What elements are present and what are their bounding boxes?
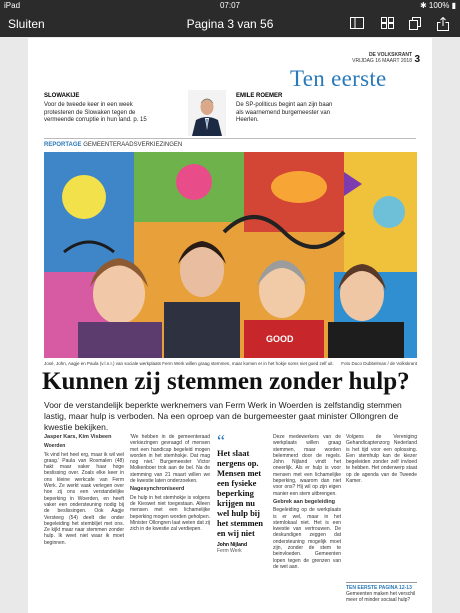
page-indicator: Pagina 3 van 56 — [186, 17, 274, 31]
article-kicker — [44, 142, 182, 148]
quote-text: Het slaat nergens op. Mensen met een fysieke beperking krijgen nu wel hulp bij het stemmen en wij niet — [217, 448, 264, 538]
politician-photo — [188, 90, 226, 136]
byline: Jasper Kars, Kim Visbeen — [44, 434, 112, 440]
photo-credit: Foto Duco Dubbelman / de Volkskrant — [341, 361, 417, 366]
teaser-text: Voor de tweede keer in een week protesteren de Slowaken tegen de vermeende corruptie in hun land. p. 15 — [44, 102, 147, 123]
quote-author: John Nijland — [217, 542, 247, 548]
kicker-text: GEMEENTERAADSVERKIEZINGEN — [83, 142, 183, 148]
newspaper-page[interactable] — [28, 38, 432, 613]
svg-text:GOOD: GOOD — [266, 334, 294, 344]
body-text: De hulp in het stemhokje is volgens de Kieswet niet toegestaan. Alleen mensen met een lichamelijke beperking mogen worden geholpen. Minister Ollongren laat weten dat zij zich in de kwestie zal verdiepen. — [130, 494, 210, 533]
teaser-roemer — [236, 93, 336, 125]
body-text: Volgens de Vereniging Gehandicaptenzorg Nederland is het tijd voor een oplossing. Een stemhulp kan de kiezer begeleiden zonder zelf invloed te hebben. Het onderwerp staat op de agenda van de Tweede Kamer. — [346, 434, 417, 485]
article-headline: Kunnen zij stemmen zonder hulp? — [42, 368, 410, 395]
body-text: Deze medewerkers van de werkplaats willen graag stemmen, maar worden belemmerd door de regels. John Nijland vindt het oneerlijk. Als er hulp is voor mensen met een lichamelijke beperking, waarom dan niet voor ons? Hij wil op zijn eigen manier een stem uitbrengen. — [273, 434, 341, 497]
section-title: Ten eerste — [290, 66, 387, 91]
teaser-head: EMILE ROEMER — [236, 93, 283, 99]
body-column-1 — [44, 434, 124, 609]
copy-icon[interactable] — [408, 17, 422, 30]
page-reference — [346, 582, 417, 603]
reference-text: Gemeenten maken het verschil meer of minder sociaal hulp? — [346, 591, 416, 603]
quote-role: Ferm Werk — [217, 548, 242, 554]
status-bar — [0, 0, 460, 11]
teaser-slovakia — [44, 93, 156, 125]
article-lede: Voor de verstandelijk beperkte werknemers van Ferm Werk in Woerden is zelfstandig stemmen lastig, maar hulp is verboden. Na een oproep van de burgemeester gaat minister Ollongren de kwestie bekijken. — [44, 400, 402, 432]
sidebar-icon[interactable] — [350, 17, 364, 30]
body-text: 'We hebben in de gemeenteraad verkiezingen gevraagd of mensen met een handicap begeleid mogen worden in het stemhokje. Dat mag nog niet.' Burgemeester Victor Molkenboer trok aan de bel. Na de stemming van 21 maart willen we de kwestie laten onderzoeken. — [130, 434, 210, 485]
close-button[interactable]: Sluiten — [8, 17, 45, 31]
page-number: 3 — [414, 54, 420, 65]
bluetooth-icon: ✱ — [419, 1, 427, 10]
grid-icon[interactable] — [380, 17, 394, 30]
teaser-text: De SP-politicus begint aan zijn baan als waarnemend burgemeester van Heerlen. — [236, 102, 333, 123]
body-column-3 — [273, 434, 341, 609]
byline-place: Woerden — [44, 443, 66, 450]
photo-caption — [44, 361, 417, 366]
pull-quote — [217, 431, 267, 554]
battery-indicator — [420, 0, 456, 11]
reader-toolbar — [0, 11, 460, 37]
caption-text: José, John, Aagje en Paula (v.l.n.r.) van sociale werkplaats Ferm Werk willen graag stemmen, maar komen er in het hokje soms niet goed zelf uit. — [44, 361, 334, 366]
body-column-2 — [130, 434, 210, 609]
battery-percentage: 100% — [428, 1, 450, 10]
subheading: Gebrek aan begeleiding — [273, 498, 336, 505]
reference-head: TEN EERSTE PAGINA 12-13 — [346, 585, 412, 591]
divider — [44, 138, 416, 139]
share-icon[interactable] — [436, 17, 450, 30]
article-body — [44, 431, 417, 609]
masthead — [352, 52, 422, 64]
subheading: Nagesynchroniseerd — [130, 486, 185, 493]
article-photo — [44, 152, 417, 358]
carrier-label: iPad — [4, 1, 21, 10]
kicker-label: REPORTAGE — [44, 142, 82, 148]
teaser-head: SLOWAKIJE — [44, 93, 80, 99]
body-text: 'Ik vind het heel erg, maar ik wil wel graag.' Paula van Rosmalen (48) hakt maar vaker haar hoge beslissing over. Zoals elke keer in ons kleine werkcafe van Ferm Werk. Ze werkt vaak verlegen over hoe zij ons een verstandelijke beperking in Woerden, en heeft vaker een ondersteuning nodig bij de beslissingen. Ook Aagje Versteeg (54) deelt die onder begeleiding het stembiljet met ons. Ze kijkt maar naar stemmen zonder hulp. Ik weet niet waar ik moet beginnen. — [44, 451, 124, 546]
quote-mark-icon: “ — [217, 431, 225, 451]
masthead-title: DE VOLKSKRANT — [368, 52, 412, 58]
body-column-4 — [346, 434, 417, 574]
body-text: Begeleiding op de werkplaats is er wel, maar in het stemlokaal niet. Het is een kwestie van vertrouwen. De deskundigen zeggen dat ondersteuning mogelijk moet zijn, zonder de stem te beinvloeden. Gemeenten lopen tegen de grenzen van de wet aan. — [273, 507, 341, 570]
masthead-date: VRIJDAG 16 MAART 2018 — [352, 58, 412, 64]
battery-icon: ▮ — [451, 1, 456, 10]
clock: 07:07 — [219, 1, 241, 10]
